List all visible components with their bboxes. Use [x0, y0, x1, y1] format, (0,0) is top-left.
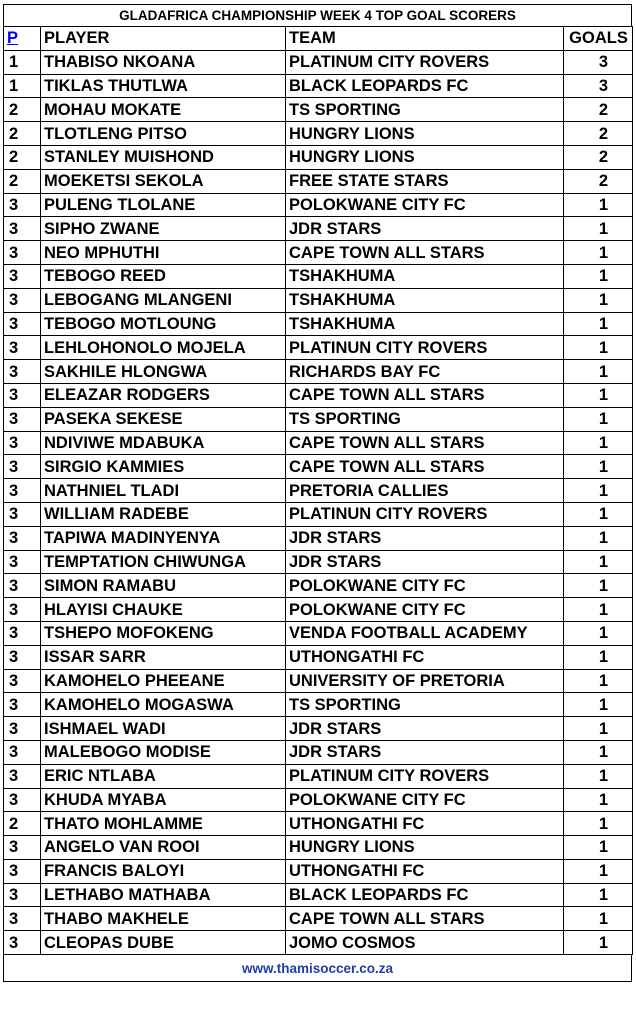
player-cell: TEBOGO MOTLOUNG [41, 312, 286, 336]
player-cell: THATO MOHLAMME [41, 812, 286, 836]
goals-cell: 2 [564, 145, 633, 169]
goals-cell: 1 [564, 788, 633, 812]
table-row [4, 621, 633, 645]
player-cell: LEHLOHONOLO MOJELA [41, 336, 286, 360]
page-title: GLADAFRICA CHAMPIONSHIP WEEK 4 TOP GOAL SCORERS [3, 4, 632, 26]
table-row [4, 98, 633, 122]
team-cell: JDR STARS [286, 526, 564, 550]
player-cell: STANLEY MUISHOND [41, 145, 286, 169]
position-cell: 3 [4, 883, 41, 907]
goals-cell: 1 [564, 455, 633, 479]
table-row [4, 169, 633, 193]
table-row [4, 241, 633, 265]
team-cell: UTHONGATHI FC [286, 859, 564, 883]
position-cell: 3 [4, 931, 41, 955]
goals-cell: 1 [564, 217, 633, 241]
position-cell: 3 [4, 217, 41, 241]
position-cell: 3 [4, 645, 41, 669]
team-cell: PRETORIA CALLIES [286, 479, 564, 503]
player-cell: THABISO NKOANA [41, 50, 286, 74]
player-cell: TLOTLENG PITSO [41, 122, 286, 146]
table-row [4, 50, 633, 74]
table-row [4, 288, 633, 312]
team-cell: PLATINUN CITY ROVERS [286, 502, 564, 526]
goals-cell: 1 [564, 598, 633, 622]
table-row [4, 312, 633, 336]
player-cell: SIPHO ZWANE [41, 217, 286, 241]
header-row [4, 27, 633, 51]
player-cell: HLAYISI CHAUKE [41, 598, 286, 622]
player-cell: ANGELO VAN ROOI [41, 836, 286, 860]
player-cell: SAKHILE HLONGWA [41, 360, 286, 384]
team-cell: RICHARDS BAY FC [286, 360, 564, 384]
team-cell: JDR STARS [286, 217, 564, 241]
team-cell: CAPE TOWN ALL STARS [286, 907, 564, 931]
position-cell: 3 [4, 288, 41, 312]
position-cell: 1 [4, 50, 41, 74]
goals-cell: 1 [564, 812, 633, 836]
team-cell: JDR STARS [286, 740, 564, 764]
player-cell: ISHMAEL WADI [41, 717, 286, 741]
table-row [4, 645, 633, 669]
table-row [4, 431, 633, 455]
goals-cell: 2 [564, 169, 633, 193]
position-cell: 3 [4, 669, 41, 693]
player-cell: PASEKA SEKESE [41, 407, 286, 431]
scorers-sheet [3, 4, 632, 982]
team-cell: UTHONGATHI FC [286, 812, 564, 836]
team-cell: PLATINUM CITY ROVERS [286, 50, 564, 74]
team-cell: TSHAKHUMA [286, 312, 564, 336]
table-row [4, 669, 633, 693]
position-cell: 3 [4, 836, 41, 860]
position-cell: 3 [4, 907, 41, 931]
team-cell: POLOKWANE CITY FC [286, 574, 564, 598]
position-cell: 3 [4, 479, 41, 503]
player-cell: FRANCIS BALOYI [41, 859, 286, 883]
goals-cell: 1 [564, 907, 633, 931]
player-cell: TSHEPO MOFOKENG [41, 621, 286, 645]
team-cell: HUNGRY LIONS [286, 836, 564, 860]
player-cell: MALEBOGO MODISE [41, 740, 286, 764]
team-cell: CAPE TOWN ALL STARS [286, 431, 564, 455]
position-cell: 3 [4, 383, 41, 407]
position-cell: 3 [4, 336, 41, 360]
position-cell: 3 [4, 859, 41, 883]
table-row [4, 122, 633, 146]
goals-cell: 1 [564, 859, 633, 883]
position-cell: 3 [4, 312, 41, 336]
team-cell: TS SPORTING [286, 98, 564, 122]
position-cell: 3 [4, 598, 41, 622]
position-cell: 2 [4, 98, 41, 122]
table-row [4, 502, 633, 526]
team-cell: BLACK LEOPARDS FC [286, 74, 564, 98]
table-row [4, 598, 633, 622]
goals-cell: 1 [564, 645, 633, 669]
player-cell: THABO MAKHELE [41, 907, 286, 931]
table-row [4, 836, 633, 860]
position-cell: 3 [4, 764, 41, 788]
player-cell: CLEOPAS DUBE [41, 931, 286, 955]
player-cell: MOHAU MOKATE [41, 98, 286, 122]
goals-cell: 1 [564, 336, 633, 360]
position-cell: 3 [4, 360, 41, 384]
player-cell: ELEAZAR RODGERS [41, 383, 286, 407]
goals-cell: 1 [564, 526, 633, 550]
goals-cell: 1 [564, 621, 633, 645]
position-cell: 3 [4, 621, 41, 645]
player-cell: MOEKETSI SEKOLA [41, 169, 286, 193]
table-row [4, 788, 633, 812]
goals-cell: 1 [564, 383, 633, 407]
position-cell: 2 [4, 145, 41, 169]
goals-cell: 1 [564, 264, 633, 288]
table-row [4, 336, 633, 360]
position-cell: 3 [4, 264, 41, 288]
team-cell: TS SPORTING [286, 693, 564, 717]
goals-cell: 1 [564, 193, 633, 217]
position-cell: 3 [4, 693, 41, 717]
column-header-goals: GOALS [564, 27, 633, 51]
table-row [4, 859, 633, 883]
position-cell: 2 [4, 122, 41, 146]
table-row [4, 931, 633, 955]
player-cell: LETHABO MATHABA [41, 883, 286, 907]
table-row [4, 812, 633, 836]
column-header-position[interactable] [4, 27, 41, 51]
table-row [4, 764, 633, 788]
team-cell: PLATINUM CITY ROVERS [286, 764, 564, 788]
team-cell: UNIVERSITY OF PRETORIA [286, 669, 564, 693]
column-header-team: TEAM [286, 27, 564, 51]
player-cell: KHUDA MYABA [41, 788, 286, 812]
player-cell: SIRGIO KAMMIES [41, 455, 286, 479]
table-row [4, 217, 633, 241]
goals-cell: 3 [564, 74, 633, 98]
table-row [4, 383, 633, 407]
team-cell: JOMO COSMOS [286, 931, 564, 955]
goals-cell: 1 [564, 883, 633, 907]
player-cell: TIKLAS THUTLWA [41, 74, 286, 98]
team-cell: JDR STARS [286, 717, 564, 741]
team-cell: FREE STATE STARS [286, 169, 564, 193]
goals-cell: 1 [564, 550, 633, 574]
table-row [4, 145, 633, 169]
team-cell: BLACK LEOPARDS FC [286, 883, 564, 907]
goals-cell: 2 [564, 98, 633, 122]
goals-cell: 1 [564, 717, 633, 741]
position-cell: 3 [4, 740, 41, 764]
table-row [4, 264, 633, 288]
team-cell: TS SPORTING [286, 407, 564, 431]
player-cell: NDIVIWE MDABUKA [41, 431, 286, 455]
team-cell: VENDA FOOTBALL ACADEMY [286, 621, 564, 645]
position-cell: 3 [4, 241, 41, 265]
position-cell: 3 [4, 193, 41, 217]
player-cell: TEMPTATION CHIWUNGA [41, 550, 286, 574]
player-cell: TAPIWA MADINYENYA [41, 526, 286, 550]
goals-cell: 1 [564, 931, 633, 955]
goals-cell: 1 [564, 574, 633, 598]
goals-cell: 1 [564, 431, 633, 455]
table-row [4, 740, 633, 764]
position-cell: 2 [4, 812, 41, 836]
team-cell: JDR STARS [286, 550, 564, 574]
goals-cell: 1 [564, 407, 633, 431]
table-row [4, 883, 633, 907]
goals-cell: 1 [564, 288, 633, 312]
goals-cell: 1 [564, 312, 633, 336]
position-cell: 2 [4, 169, 41, 193]
team-cell: TSHAKHUMA [286, 288, 564, 312]
player-cell: NATHNIEL TLADI [41, 479, 286, 503]
goals-cell: 1 [564, 764, 633, 788]
table-row [4, 550, 633, 574]
position-cell: 1 [4, 74, 41, 98]
goals-cell: 1 [564, 740, 633, 764]
team-cell: POLOKWANE CITY FC [286, 598, 564, 622]
position-cell: 3 [4, 788, 41, 812]
team-cell: HUNGRY LIONS [286, 122, 564, 146]
goals-cell: 1 [564, 669, 633, 693]
goals-cell: 1 [564, 693, 633, 717]
player-cell: WILLIAM RADEBE [41, 502, 286, 526]
table-row [4, 907, 633, 931]
table-row [4, 74, 633, 98]
goals-cell: 1 [564, 241, 633, 265]
table-row [4, 526, 633, 550]
table-row [4, 455, 633, 479]
team-cell: POLOKWANE CITY FC [286, 788, 564, 812]
scorers-table-body [4, 50, 633, 954]
table-row [4, 479, 633, 503]
goals-cell: 3 [564, 50, 633, 74]
team-cell: TSHAKHUMA [286, 264, 564, 288]
position-cell: 3 [4, 502, 41, 526]
table-row [4, 193, 633, 217]
goals-cell: 2 [564, 122, 633, 146]
table-row [4, 360, 633, 384]
player-cell: LEBOGANG MLANGENI [41, 288, 286, 312]
goals-cell: 1 [564, 479, 633, 503]
position-cell: 3 [4, 407, 41, 431]
player-cell: SIMON RAMABU [41, 574, 286, 598]
goals-cell: 1 [564, 836, 633, 860]
goals-cell: 1 [564, 502, 633, 526]
player-cell: TEBOGO REED [41, 264, 286, 288]
player-cell: PULENG TLOLANE [41, 193, 286, 217]
player-cell: KAMOHELO MOGASWA [41, 693, 286, 717]
position-cell: 3 [4, 550, 41, 574]
team-cell: CAPE TOWN ALL STARS [286, 383, 564, 407]
position-cell: 3 [4, 717, 41, 741]
player-cell: NEO MPHUTHI [41, 241, 286, 265]
position-cell: 3 [4, 431, 41, 455]
goals-cell: 1 [564, 360, 633, 384]
player-cell: ERIC NTLABA [41, 764, 286, 788]
team-cell: HUNGRY LIONS [286, 145, 564, 169]
table-row [4, 693, 633, 717]
position-sort-link[interactable]: P [7, 29, 19, 48]
team-cell: CAPE TOWN ALL STARS [286, 455, 564, 479]
column-header-player: PLAYER [41, 27, 286, 51]
scorers-table [3, 26, 633, 955]
team-cell: POLOKWANE CITY FC [286, 193, 564, 217]
position-cell: 3 [4, 574, 41, 598]
table-row [4, 717, 633, 741]
website-footer: www.thamisoccer.co.za [3, 955, 632, 982]
position-cell: 3 [4, 526, 41, 550]
player-cell: ISSAR SARR [41, 645, 286, 669]
team-cell: CAPE TOWN ALL STARS [286, 241, 564, 265]
player-cell: KAMOHELO PHEEANE [41, 669, 286, 693]
team-cell: UTHONGATHI FC [286, 645, 564, 669]
position-cell: 3 [4, 455, 41, 479]
team-cell: PLATINUN CITY ROVERS [286, 336, 564, 360]
table-row [4, 407, 633, 431]
table-row [4, 574, 633, 598]
